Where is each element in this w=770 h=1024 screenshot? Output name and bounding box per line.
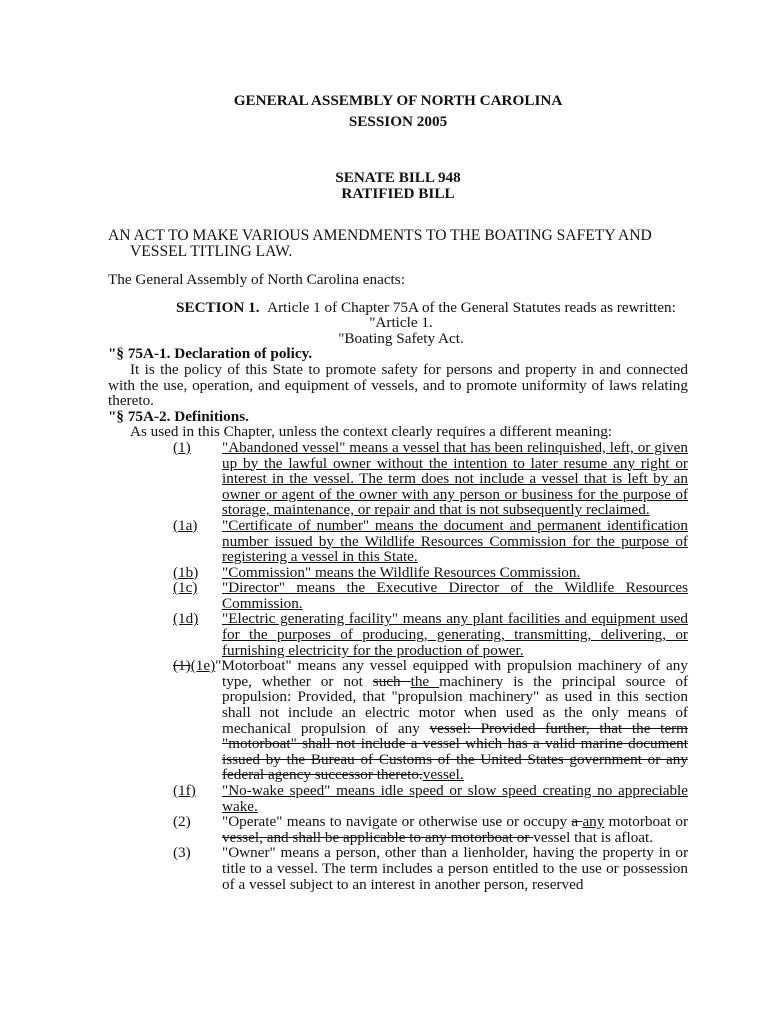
definition-1b bbox=[108, 565, 688, 581]
inserted-text: any bbox=[582, 813, 605, 831]
bill-number: SENATE BILL 948 bbox=[335, 169, 461, 186]
text-part: "Operate" means to navigate or otherwise use or occupy bbox=[222, 813, 572, 831]
section-75a-2-intro: As used in this Chapter, unless the context clearly requires a different meaning: bbox=[130, 423, 613, 441]
text-part: machinery is the principal source of propulsion: Provided, that "propulsion machinery" as used in this section shall not include an electric motor when used as the only means of mechanical propulsion of any bbox=[222, 672, 689, 737]
definitions-list bbox=[108, 440, 688, 892]
enacting-clause: The General Assembly of North Carolina enacts: bbox=[108, 271, 405, 288]
definition-text: "Electric generating facility" means any plant facilities and equipment used for the purposes of producing, generating, transmitting, delivering, or furnishing electricity for the production of power. bbox=[222, 610, 688, 659]
definition-number: (1d) bbox=[173, 610, 199, 628]
definition-text: "Certificate of number" means the document and permanent identification number issued by the Wildlife Resources Commission for the purpose of registering a vessel in this State. bbox=[222, 516, 688, 566]
definition-1e bbox=[108, 658, 688, 783]
new-number: (1e) bbox=[190, 657, 216, 675]
definition-3 bbox=[108, 845, 688, 892]
text-part: vessel that is afloat. bbox=[533, 828, 654, 846]
definition-number: (1a) bbox=[173, 516, 198, 534]
section-75a-2-heading: "§ 75A-2. Definitions. bbox=[108, 407, 249, 425]
article-number: "Article 1. bbox=[369, 314, 433, 332]
struck-text: a bbox=[571, 813, 583, 831]
struck-text: such bbox=[372, 672, 411, 690]
definition-number: (1c) bbox=[173, 579, 198, 597]
inserted-text: vessel. bbox=[422, 766, 464, 784]
definition-number: (1f) bbox=[173, 782, 196, 799]
definition-number: (1) bbox=[173, 438, 191, 456]
struck-text: vessel, and shall be applicable to any motorboat or bbox=[222, 828, 534, 846]
struck-number: (1) bbox=[173, 657, 191, 675]
definition-1a bbox=[108, 518, 688, 565]
definition-number: (3) bbox=[173, 844, 191, 862]
struck-text: vessel: Provided further, that the term "motorboat" shall not include a vessel which has a valid marine document issued by the Bureau of Customs of the United States government or any federal agency successor thereto. bbox=[222, 719, 688, 784]
section-75a-1-heading: "§ 75A-1. Declaration of policy. bbox=[108, 345, 313, 363]
definition-number: (2) bbox=[173, 813, 191, 831]
session-heading: SESSION 2005 bbox=[348, 113, 448, 130]
definition-text: "Director" means the Executive Director of the Wildlife Resources Commission. bbox=[222, 579, 688, 612]
definition-1f bbox=[108, 783, 688, 814]
definition-number: (1b) bbox=[173, 563, 199, 581]
section-1 bbox=[108, 300, 688, 316]
definition-1d bbox=[108, 611, 688, 658]
definition-2 bbox=[108, 814, 688, 845]
text-part: "Motorboat" means any vessel equipped with propulsion machinery of any type, whether or not bbox=[215, 657, 688, 690]
text-part: motorboat or bbox=[604, 813, 688, 831]
section-75a-1-text: It is the policy of this State to promote safety for persons and property in and connected with the use, operation, and equipment of vessels, and to promote uniformity of laws relating thereto. bbox=[108, 360, 688, 410]
act-title: AN ACT TO MAKE VARIOUS AMENDMENTS TO THE BOATING SAFETY AND VESSEL TITLING LAW. bbox=[108, 227, 652, 260]
bill-page bbox=[108, 90, 688, 892]
definition-1c bbox=[108, 580, 688, 611]
article-name: "Boating Safety Act. bbox=[338, 329, 464, 347]
definition-text: "Commission" means the Wildlife Resources Commission. bbox=[222, 563, 581, 581]
assembly-heading: GENERAL ASSEMBLY OF NORTH CAROLINA bbox=[233, 92, 563, 109]
definition-1 bbox=[108, 440, 688, 518]
definition-text bbox=[222, 814, 688, 845]
definition-text: "Abandoned vessel" means a vessel that has been relinquished, left, or given up by the lawful owner without the intention to later resume any right or interest in the vessel. The term does not include a vessel that is left by an owner or agent of the owner with any person or business for the purpose of storage, maintenance, or repair and that is not subsequently reclaimed. bbox=[222, 438, 688, 519]
inserted-text: the bbox=[410, 672, 440, 690]
bill-status: RATIFIED BILL bbox=[341, 185, 455, 202]
section-1-label: SECTION 1. bbox=[176, 298, 260, 316]
section-1-text: Article 1 of Chapter 75A of the General Statutes reads as rewritten: bbox=[267, 298, 676, 316]
definition-text: "No-wake speed" means idle speed or slow speed creating no appreciable wake. bbox=[222, 782, 688, 815]
definition-text: "Owner" means a person, other than a lienholder, having the property in or title to a vessel. The term includes a person entitled to the use or possession of a vessel subject to an interest in another person, reserved bbox=[222, 844, 688, 893]
definition-text bbox=[108, 658, 688, 783]
